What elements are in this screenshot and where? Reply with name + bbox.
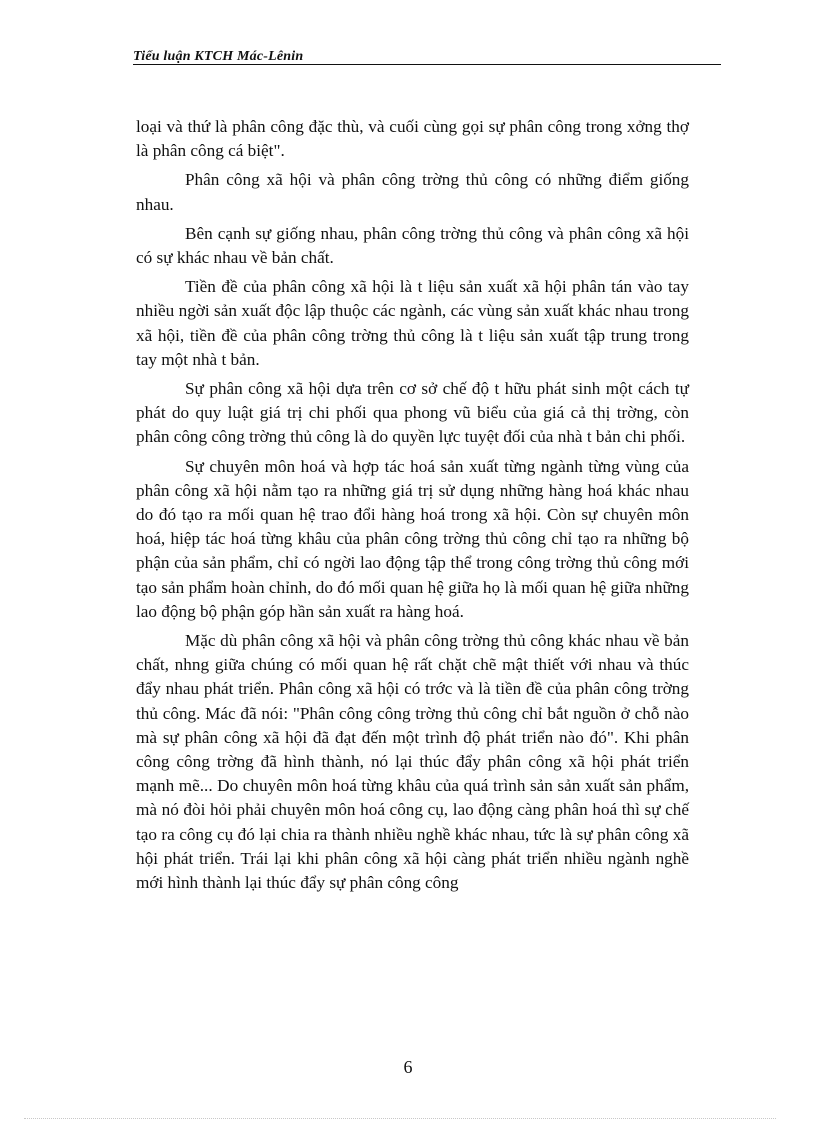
header-rule	[133, 64, 721, 65]
paragraph: Phân công xã hội và phân công trờng thủ công có những điểm giống nhau.	[136, 170, 689, 214]
page-header	[133, 48, 721, 66]
paragraph: loại và thứ là phân công đặc thù, và cuối cùng gọi sự phân công trong xởng thợ là phân công cá biệt".	[136, 117, 689, 161]
page-number: 6	[403, 1057, 413, 1077]
paragraph: Bên cạnh sự giống nhau, phân công trờng thủ công và phân công xã hội có sự khác nhau về bản chất.	[136, 223, 689, 268]
page-bottom-border	[24, 1118, 776, 1119]
body-text	[136, 115, 689, 900]
header-title: Tiểu luận KTCH Mác-Lênin	[133, 49, 304, 64]
paragraph: Mặc dù phân công xã hội và phân công trờng thủ công khác nhau về bản chất, nhng giữa chúng có mối quan hệ rất chặt chẽ mật thiết với nhau và thúc đẩy nhau phát triển. Phân công xã hội có trớc và là tiền đề của phân công trờng thủ công. Mác đã nói: "Phân công công trờng thủ công chỉ bắt nguồn ở chỗ nào mà sự phân công xã hội đã đạt đến một trình độ phát triển nào đó". Khi phân công công trờng đã hình thành, nó lại thúc đẩy phân công xã hội phát triển mạnh mẽ... Do chuyên môn hoá từng khâu của quá trình sản sản xuất sản phẩm, mà nó đòi hỏi phải chuyên môn hoá công cụ, lao động càng phân hoá thì sự chế tạo ra công cụ đó lại chia ra thành nhiều nghề khác nhau, tức là sự phân công xã hội phát triển. Trái lại khi phân công xã hội càng phát triển nhiều ngành nghề mới hình thành lại thúc đẩy sự phân công công	[136, 631, 689, 893]
paragraph: Sự chuyên môn hoá và hợp tác hoá sản xuất từng ngành từng vùng của phân công xã hội nằm tạo ra những giá trị sử dụng những hàng hoá khác nhau do đó tạo ra mối quan hệ trao đổi hàng hoá trong xã hội. Còn sự chuyên môn hoá, hiệp tác hoá từng khâu của phân công trờng thủ công chỉ tạo ra những bộ phận của sản phẩm, chỉ có ngời lao động tập thể trong công trờng thủ công mới tạo sản phẩm hoàn chỉnh, do đó mối quan hệ giữa họ là mối quan hệ giữa những lao động bộ phận góp hần sản xuất ra hàng hoá.	[136, 456, 689, 621]
paragraph: Sự phân công xã hội dựa trên cơ sở chế độ t hữu phát sinh một cách tự phát do quy luật giá trị chi phối qua phong vũ biểu của giá cả thị trờng, còn phân công công trờng thủ công là do quyền lực tuyệt đối của nhà t bản chi phối.	[136, 379, 689, 447]
paragraph: Tiền đề của phân công xã hội là t liệu sản xuất xã hội phân tán vào tay nhiều ngời sản xuất độc lập thuộc các ngành, các vùng sản xuất khác nhau trong xã hội, tiền đề của phân công trờng thủ công là t liệu sản xuất tập trung trong tay một nhà t bản.	[136, 277, 689, 369]
